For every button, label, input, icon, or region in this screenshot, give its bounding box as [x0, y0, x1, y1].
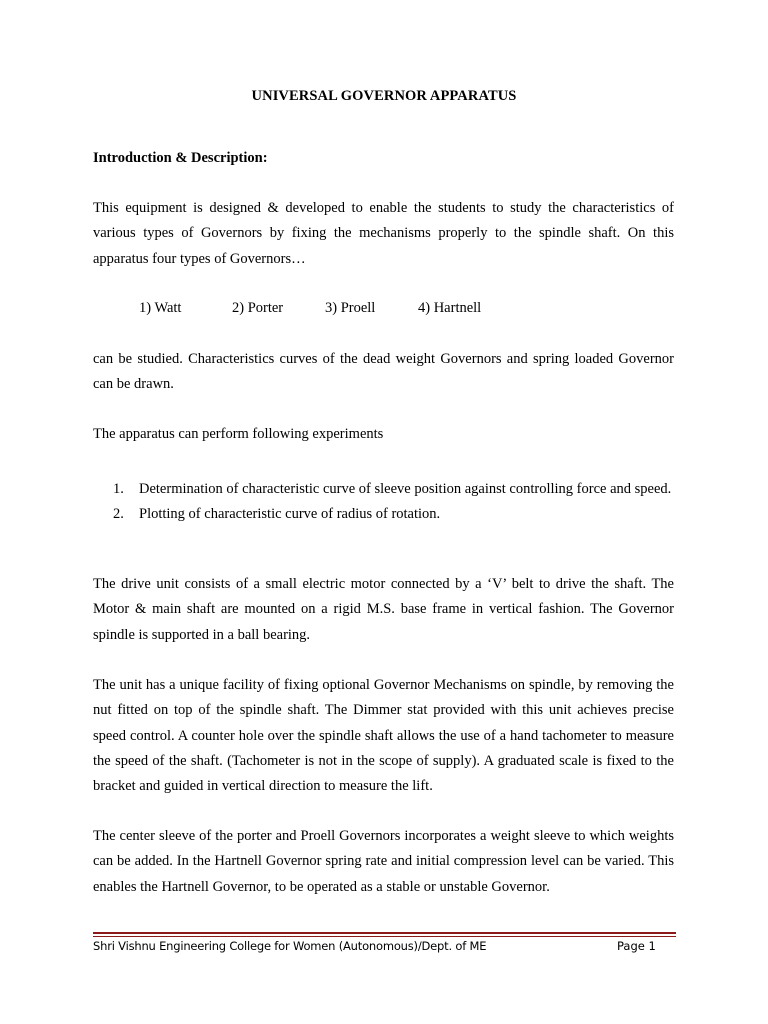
list-item-text: Plotting of characteristic curve of radius of rotation. — [139, 506, 441, 523]
governor-type-watt: 1) Watt — [139, 300, 182, 316]
footer-institution: Shri Vishnu Engineering College for Women (Autonomous)/Dept. of ME — [93, 939, 487, 953]
experiments-intro-paragraph: The apparatus can perform following experiments — [93, 426, 384, 442]
list-item-number: 1. — [113, 481, 124, 497]
drive-unit-paragraph: The drive unit consists of a small electric motor connected by a ‘V’ belt to drive the shaft. The Motor & main shaft are mounted on a rigid M.S. base frame in vertical fashion. The Governor spindle is supported in a ball bearing. — [93, 576, 674, 643]
footer-rule-thick — [93, 932, 676, 934]
list-item — [113, 502, 674, 527]
experiments-list — [113, 477, 674, 528]
section-heading: Introduction & Description: — [93, 150, 268, 166]
governor-types-list — [139, 300, 481, 317]
document-title: UNIVERSAL GOVERNOR APPARATUS — [251, 88, 517, 104]
center-sleeve-paragraph: The center sleeve of the porter and Proell Governors incorporates a weight sleeve to which weights can be added. In the Hartnell Governor spring rate and initial compression level can be varied. This enables the Hartnell Governor, to be operated as a stable or unstable Governor. — [93, 828, 674, 895]
footer-page-number: Page 1 — [617, 939, 656, 953]
governor-type-proell: 3) Proell — [325, 300, 376, 316]
list-item — [113, 477, 674, 502]
studied-paragraph: can be studied. Characteristics curves of the dead weight Governors and spring loaded Governor can be drawn. — [93, 351, 674, 393]
list-item-text: Determination of characteristic curve of sleeve position against controlling force and speed. — [139, 481, 672, 497]
list-item-number: 2. — [113, 506, 124, 523]
intro-paragraph: This equipment is designed & developed to enable the students to study the characteristics of various types of Governors by fixing the mechanisms properly to the spindle shaft. On this apparatus four types of Governors… — [93, 200, 674, 267]
governor-type-hartnell: 4) Hartnell — [418, 300, 482, 316]
governor-type-porter: 2) Porter — [232, 300, 284, 316]
unit-facility-paragraph: The unit has a unique facility of fixing optional Governor Mechanisms on spindle, by removing the nut fitted on top of the spindle shaft. The Dimmer stat provided with this unit achieves precise speed control. A counter hole over the spindle shaft allows the use of a hand tachometer to measure the speed of the shaft. (Tachometer is not in the scope of supply). A graduated scale is fixed to the bracket and guided in vertical direction to measure the lift. — [93, 677, 674, 795]
footer-rule-thin — [93, 936, 676, 937]
